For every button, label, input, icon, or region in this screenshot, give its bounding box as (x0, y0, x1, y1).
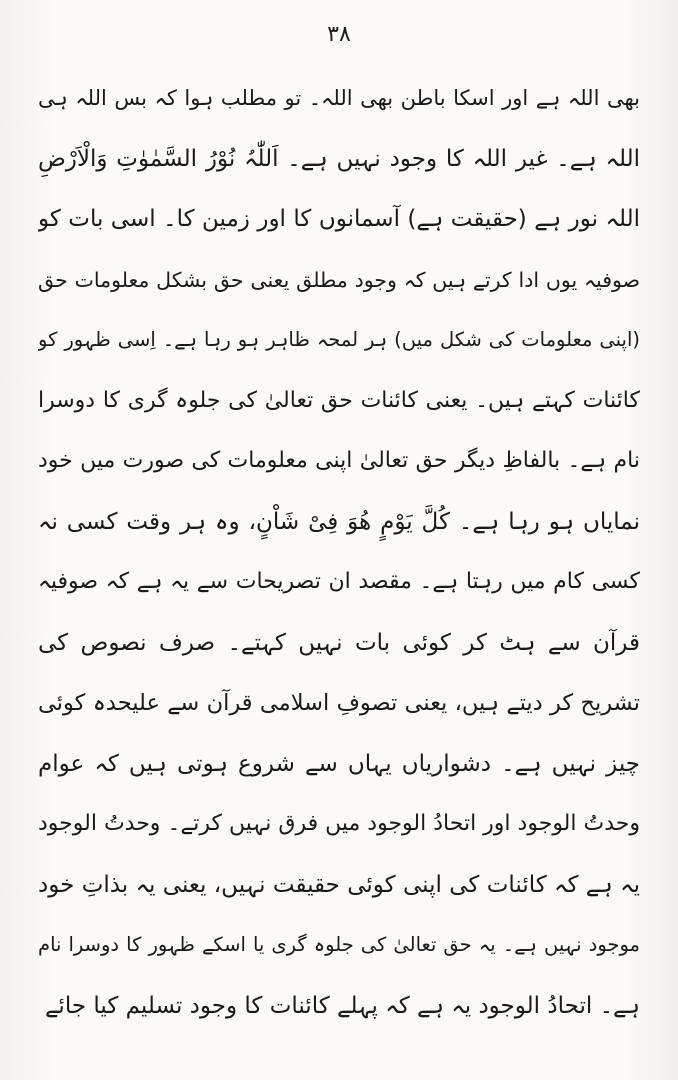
text-line: نام ہے۔ بالفاظِ دیگر حق تعالیٰ اپنی معلومات کی صورت میں خود (38, 448, 640, 473)
text-line: یہ ہے کہ کائنات کی اپنی کوئی حقیقت نہیں، یعنی یہ بذاتِ خود (38, 871, 640, 898)
text-line: قرآن سے ہٹ کر کوئی بات نہیں کہتے۔ صرف نصوص کی (38, 629, 640, 656)
text-line: وحدتُ الوجود اور اتحادُ الوجود میں فرق نہیں کرتے۔ وحدتُ الوجود (38, 811, 640, 836)
text-line: بھی اللہ ہے اور اسکا باطن بھی اللہ۔ تو مطلب ہوا کہ بس اللہ ہی (38, 86, 640, 110)
text-line: تشریح کر دیتے ہیں، یعنی تصوفِ اسلامی قرآن سے علیحدہ کوئی (38, 690, 640, 716)
text-line: اللہ ہے۔ غیر اللہ کا وجود نہیں ہے۔ اَللّٰہُ نُوْرُ السَّمٰوٰتِ وَالْاَرْضِ (38, 145, 640, 172)
page-number: ۳۸ (327, 22, 351, 47)
text-line: چیز نہیں ہے۔ دشواریاں یہاں سے شروع ہوتی ہیں کہ عوام (38, 750, 640, 777)
text-line: نمایاں ہو رہا ہے۔ کُلَّ یَوْمٍ ھُوَ فِیْ شَاْنٍ، وہ ہر وقت کسی نہ (38, 508, 640, 535)
text-line: ہے۔ اتحادُ الوجود یہ ہے کہ پہلے کائنات کا وجود تسلیم کیا جائے (44, 992, 640, 1019)
text-line: موجود نہیں ہے۔ یہ حق تعالیٰ کی جلوہ گری یا اسکے ظہور کا دوسرا نام (38, 933, 640, 956)
text-line: صوفیہ یوں ادا کرتے ہیں کہ وجود مطلق یعنی حق بشکل معلومات حق (38, 267, 640, 292)
text-line: اللہ نور ہے (حقیقت ہے) آسمانوں کا اور زمین کا۔ اسی بات کو (38, 206, 640, 232)
text-line: کائنات کہتے ہیں۔ یعنی کائنات حق تعالیٰ کی جلوہ گری کا دوسرا (38, 387, 640, 413)
text-line: کسی کام میں رہتا ہے۔ مقصد ان تصریحات سے یہ ہے کہ صوفیہ (38, 569, 640, 594)
text-line: (اپنی معلومات کی شکل میں) ہر لمحہ ظاہر ہو رہا ہے۔ اِسی ظہور کو (38, 328, 640, 351)
page-body-text (38, 68, 640, 1036)
